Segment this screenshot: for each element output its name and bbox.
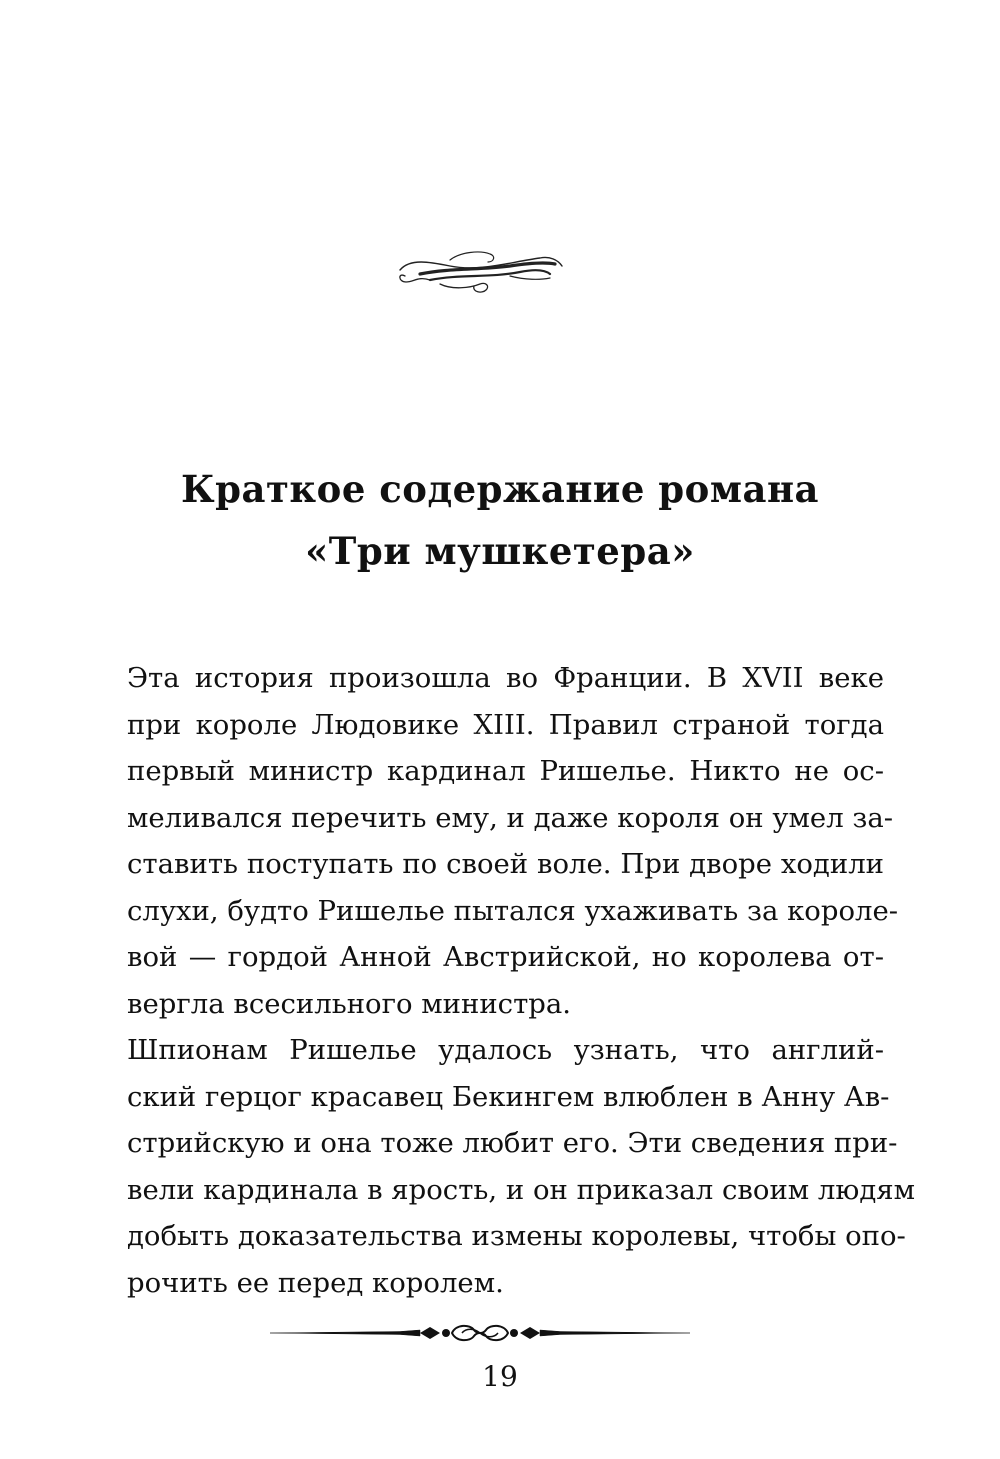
text-line: Эта история произошла во Франции. В XVII веке: [127, 662, 884, 694]
chapter-title-line-2: «Три мушкетера»: [305, 529, 695, 573]
text-line: слухи, будто Ришелье пытался ухаживать за короле-: [127, 894, 899, 927]
paragraph-1: [127, 655, 899, 1027]
text-line: рочить ее перед королем.: [127, 1266, 504, 1299]
text-line: меливался перечить ему, и даже короля он умел за-: [127, 801, 894, 834]
text-line: вергла всесильного министра.: [127, 987, 572, 1020]
text-line: вой — гордой Анной Австрийской, но королева от-: [127, 941, 884, 973]
text-line: Шпионам Ришелье удалось узнать, что англий-: [127, 1034, 884, 1066]
chapter-title-line-1: Краткое содержание романа: [180, 467, 820, 511]
flourish-ornament-icon: [390, 240, 570, 300]
divider-ornament-icon: [270, 1318, 690, 1348]
text-line: ставить поступать по своей воле. При дворе ходили: [127, 848, 884, 880]
text-line: первый министр кардинал Ришелье. Никто не ос-: [127, 755, 884, 787]
text-line: добыть доказательства измены королевы, чтобы опо-: [127, 1220, 906, 1252]
paragraph-2: [127, 1027, 916, 1306]
text-line: при короле Людовике XIII. Правил страной тогда: [127, 708, 884, 741]
text-line: стрийскую и она тоже любит его. Эти сведения при-: [127, 1127, 898, 1159]
chapter-title: [120, 458, 880, 582]
page-number: 19: [482, 1360, 518, 1393]
text-line: вели кардинала в ярость, и он приказал своим людям: [127, 1173, 916, 1206]
body-text: [127, 655, 916, 1306]
text-line: ский герцог красавец Бекингем влюблен в Анну Ав-: [127, 1080, 890, 1113]
